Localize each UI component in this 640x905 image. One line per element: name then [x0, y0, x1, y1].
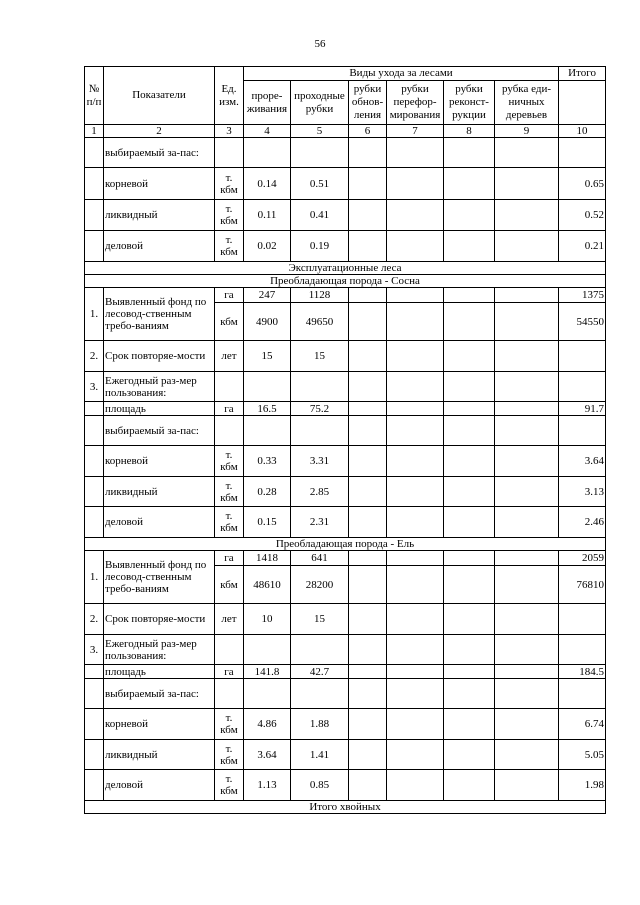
cell-total: 1375: [559, 288, 606, 303]
empty-cell: [495, 303, 559, 341]
empty-cell: [387, 604, 444, 635]
table-row: [85, 604, 606, 635]
empty-cell: [495, 200, 559, 231]
empty-cell: [215, 372, 244, 402]
cell-col5: 2.31: [291, 507, 349, 538]
cell-col5: 3.31: [291, 446, 349, 477]
empty-cell: [291, 416, 349, 446]
empty-cell: [349, 635, 387, 665]
row-unit: га: [215, 288, 244, 303]
row-num: 3.: [85, 372, 104, 402]
empty-cell: [495, 635, 559, 665]
forest-care-table: [84, 66, 606, 814]
empty-cell: [387, 231, 444, 262]
row-num: 1.: [85, 288, 104, 341]
empty-cell: [349, 416, 387, 446]
row-unit: лет: [215, 341, 244, 372]
empty-cell: [349, 604, 387, 635]
colnum: 5: [291, 125, 349, 138]
empty-cell: [444, 665, 495, 679]
empty-cell: [291, 138, 349, 168]
empty-cell: [387, 770, 444, 801]
row-unit: т. кбм: [215, 477, 244, 507]
cell-col4: 4900: [244, 303, 291, 341]
table-row: [85, 477, 606, 507]
header-row-1: [85, 67, 606, 81]
empty-cell: [349, 551, 387, 566]
column-numbers-row: [85, 125, 606, 138]
empty-cell: [387, 507, 444, 538]
empty-cell: [444, 341, 495, 372]
empty-cell: [444, 446, 495, 477]
cell-col5: 1128: [291, 288, 349, 303]
empty-cell: [444, 709, 495, 740]
row-num: 2.: [85, 604, 104, 635]
empty-cell: [387, 372, 444, 402]
cell-col5: 1.88: [291, 709, 349, 740]
empty-cell: [349, 372, 387, 402]
header-col9: рубка еди-ничных деревьев: [495, 81, 559, 125]
row-unit: га: [215, 665, 244, 679]
empty-cell: [495, 288, 559, 303]
empty-cell: [244, 372, 291, 402]
row-unit: т. кбм: [215, 231, 244, 262]
row-unit: т. кбм: [215, 168, 244, 200]
cell-col5: 0.85: [291, 770, 349, 801]
empty-cell: [387, 635, 444, 665]
row-unit: т. кбм: [215, 507, 244, 538]
empty-cell: [244, 416, 291, 446]
row-label: Срок повторяе-мости: [104, 604, 215, 635]
row-unit: т. кбм: [215, 770, 244, 801]
colnum: 3: [215, 125, 244, 138]
empty-cell: [85, 740, 104, 770]
empty-cell: [495, 604, 559, 635]
colnum: 2: [104, 125, 215, 138]
row-label: Выявленный фонд по лесовод-ственным требо-ваниям: [104, 288, 215, 341]
section-row: [85, 801, 606, 814]
empty-cell: [495, 665, 559, 679]
row-label: выбираемый за-пас:: [104, 138, 215, 168]
empty-cell: [85, 665, 104, 679]
empty-cell: [349, 231, 387, 262]
cell-col4: 10: [244, 604, 291, 635]
cell-col5: 15: [291, 341, 349, 372]
empty-cell: [85, 168, 104, 200]
table-row: [85, 231, 606, 262]
row-label: деловой: [104, 231, 215, 262]
cell-total: 6.74: [559, 709, 606, 740]
colnum: 7: [387, 125, 444, 138]
row-label: корневой: [104, 709, 215, 740]
cell-col5: 2.85: [291, 477, 349, 507]
header-num: № п/п: [85, 67, 104, 125]
cell-col4: 48610: [244, 566, 291, 604]
empty-cell: [444, 138, 495, 168]
cell-total: 0.52: [559, 200, 606, 231]
empty-cell: [495, 341, 559, 372]
cell-col5: 49650: [291, 303, 349, 341]
subsection-row: [85, 275, 606, 288]
empty-cell: [495, 770, 559, 801]
table-row: [85, 551, 606, 566]
empty-cell: [387, 402, 444, 416]
empty-cell: [444, 604, 495, 635]
header-col4: проре-живания: [244, 81, 291, 125]
empty-cell: [387, 446, 444, 477]
header-indicators: Показатели: [104, 67, 215, 125]
cell-col5: 15: [291, 604, 349, 635]
empty-cell: [495, 551, 559, 566]
row-unit: т. кбм: [215, 446, 244, 477]
empty-cell: [444, 566, 495, 604]
empty-cell: [349, 446, 387, 477]
empty-cell: [444, 303, 495, 341]
empty-cell: [349, 740, 387, 770]
row-label: ликвидный: [104, 477, 215, 507]
empty-cell: [85, 402, 104, 416]
empty-cell: [444, 477, 495, 507]
empty-cell: [349, 477, 387, 507]
empty-cell: [444, 635, 495, 665]
cell-col4: 141.8: [244, 665, 291, 679]
row-label: Ежегодный раз-мер пользования:: [104, 635, 215, 665]
row-label: корневой: [104, 446, 215, 477]
empty-cell: [349, 507, 387, 538]
colnum: 6: [349, 125, 387, 138]
cell-total: 3.13: [559, 477, 606, 507]
cell-col4: 0.14: [244, 168, 291, 200]
header-col7: рубки перефор-мирования: [387, 81, 444, 125]
empty-cell: [495, 231, 559, 262]
empty-cell: [244, 138, 291, 168]
cell-total: 91.7: [559, 402, 606, 416]
empty-cell: [444, 402, 495, 416]
row-label: корневой: [104, 168, 215, 200]
row-unit: т. кбм: [215, 709, 244, 740]
cell-total: 54550: [559, 303, 606, 341]
cell-col5: 0.41: [291, 200, 349, 231]
cell-col5: 28200: [291, 566, 349, 604]
empty-cell: [444, 200, 495, 231]
empty-cell: [444, 679, 495, 709]
page-number: 56: [314, 38, 326, 50]
subsection-title-pine: Преобладающая порода - Сосна: [85, 275, 606, 288]
empty-cell: [495, 138, 559, 168]
cell-col4: 1418: [244, 551, 291, 566]
empty-cell: [349, 665, 387, 679]
empty-cell: [85, 507, 104, 538]
empty-cell: [495, 372, 559, 402]
empty-cell: [85, 709, 104, 740]
header-col6: рубки обнов-ления: [349, 81, 387, 125]
row-label: ликвидный: [104, 740, 215, 770]
row-label: Выявленный фонд по лесовод-ственным требо-ваниям: [104, 551, 215, 604]
empty-cell: [444, 416, 495, 446]
cell-col5: 1.41: [291, 740, 349, 770]
header-total: Итого: [559, 67, 606, 81]
row-unit: лет: [215, 604, 244, 635]
table-row: [85, 402, 606, 416]
row-unit: кбм: [215, 303, 244, 341]
table-row: [85, 679, 606, 709]
empty-cell: [387, 477, 444, 507]
table-row: [85, 709, 606, 740]
empty-cell: [349, 168, 387, 200]
row-label: Срок повторяе-мости: [104, 341, 215, 372]
header-kinds: Виды ухода за лесами: [244, 67, 559, 81]
empty-cell: [559, 604, 606, 635]
table-row: [85, 507, 606, 538]
empty-cell: [444, 168, 495, 200]
row-num: 2.: [85, 341, 104, 372]
cell-total: 2.46: [559, 507, 606, 538]
empty-cell: [387, 416, 444, 446]
table-row: [85, 770, 606, 801]
cell-col5: 75.2: [291, 402, 349, 416]
section-title: Эксплуатационные леса: [85, 262, 606, 275]
empty-cell: [387, 665, 444, 679]
cell-col4: 0.28: [244, 477, 291, 507]
row-unit: кбм: [215, 566, 244, 604]
empty-cell: [387, 740, 444, 770]
empty-cell: [85, 477, 104, 507]
row-label: деловой: [104, 770, 215, 801]
empty-cell: [349, 566, 387, 604]
cell-col5: 0.51: [291, 168, 349, 200]
empty-cell: [559, 416, 606, 446]
empty-cell: [495, 477, 559, 507]
table-row: [85, 635, 606, 665]
empty-cell: [291, 372, 349, 402]
row-num: 3.: [85, 635, 104, 665]
empty-cell: [215, 679, 244, 709]
cell-col4: 1.13: [244, 770, 291, 801]
empty-cell: [444, 770, 495, 801]
row-unit: га: [215, 551, 244, 566]
empty-cell: [215, 635, 244, 665]
colnum: 1: [85, 125, 104, 138]
cell-col4: 0.02: [244, 231, 291, 262]
empty-cell: [215, 416, 244, 446]
subsection-row: [85, 538, 606, 551]
cell-col4: 0.11: [244, 200, 291, 231]
cell-col4: 247: [244, 288, 291, 303]
cell-col5: 42.7: [291, 665, 349, 679]
empty-cell: [444, 288, 495, 303]
table-row: [85, 740, 606, 770]
empty-cell: [85, 200, 104, 231]
empty-cell: [495, 416, 559, 446]
empty-cell: [495, 740, 559, 770]
empty-cell: [85, 138, 104, 168]
empty-cell: [444, 507, 495, 538]
section-title-total-conifers: Итого хвойных: [85, 801, 606, 814]
empty-cell: [349, 679, 387, 709]
cell-col5: 0.19: [291, 231, 349, 262]
cell-col4: 16.5: [244, 402, 291, 416]
empty-cell: [387, 288, 444, 303]
empty-cell: [559, 81, 606, 125]
empty-cell: [495, 402, 559, 416]
empty-cell: [559, 138, 606, 168]
table-row: [85, 168, 606, 200]
empty-cell: [387, 566, 444, 604]
empty-cell: [495, 168, 559, 200]
empty-cell: [495, 709, 559, 740]
empty-cell: [444, 740, 495, 770]
empty-cell: [444, 231, 495, 262]
empty-cell: [349, 138, 387, 168]
table-row: [85, 138, 606, 168]
header-col8: рубки реконст-рукции: [444, 81, 495, 125]
empty-cell: [387, 303, 444, 341]
empty-cell: [387, 679, 444, 709]
empty-cell: [349, 402, 387, 416]
empty-cell: [444, 551, 495, 566]
empty-cell: [559, 372, 606, 402]
cell-total: 76810: [559, 566, 606, 604]
empty-cell: [349, 288, 387, 303]
empty-cell: [495, 446, 559, 477]
empty-cell: [387, 138, 444, 168]
empty-cell: [559, 341, 606, 372]
cell-col4: 15: [244, 341, 291, 372]
row-num: 1.: [85, 551, 104, 604]
header-col5: проходные рубки: [291, 81, 349, 125]
empty-cell: [215, 138, 244, 168]
colnum: 4: [244, 125, 291, 138]
empty-cell: [559, 679, 606, 709]
cell-total: 3.64: [559, 446, 606, 477]
empty-cell: [387, 168, 444, 200]
empty-cell: [85, 231, 104, 262]
empty-cell: [495, 566, 559, 604]
cell-total: 184.5: [559, 665, 606, 679]
row-label: Ежегодный раз-мер пользования:: [104, 372, 215, 402]
row-label: площадь: [104, 665, 215, 679]
cell-total: 0.65: [559, 168, 606, 200]
empty-cell: [349, 303, 387, 341]
empty-cell: [349, 770, 387, 801]
empty-cell: [387, 200, 444, 231]
cell-total: 1.98: [559, 770, 606, 801]
table-row: [85, 288, 606, 303]
row-unit: га: [215, 402, 244, 416]
empty-cell: [85, 416, 104, 446]
empty-cell: [349, 200, 387, 231]
subsection-title-spruce: Преобладающая порода - Ель: [85, 538, 606, 551]
empty-cell: [349, 709, 387, 740]
cell-total: 0.21: [559, 231, 606, 262]
empty-cell: [559, 635, 606, 665]
cell-col4: 0.33: [244, 446, 291, 477]
table-row: [85, 341, 606, 372]
empty-cell: [444, 372, 495, 402]
empty-cell: [349, 341, 387, 372]
cell-total: 5.05: [559, 740, 606, 770]
empty-cell: [495, 679, 559, 709]
empty-cell: [85, 446, 104, 477]
row-unit: т. кбм: [215, 200, 244, 231]
table-row: [85, 372, 606, 402]
row-label: ликвидный: [104, 200, 215, 231]
header-unit: Ед. изм.: [215, 67, 244, 125]
row-label: площадь: [104, 402, 215, 416]
table-row: [85, 416, 606, 446]
cell-col4: 0.15: [244, 507, 291, 538]
cell-col4: 4.86: [244, 709, 291, 740]
empty-cell: [387, 341, 444, 372]
cell-col5: 641: [291, 551, 349, 566]
empty-cell: [85, 770, 104, 801]
empty-cell: [291, 635, 349, 665]
empty-cell: [291, 679, 349, 709]
row-unit: т. кбм: [215, 740, 244, 770]
empty-cell: [387, 709, 444, 740]
cell-total: 2059: [559, 551, 606, 566]
colnum: 9: [495, 125, 559, 138]
table-row: [85, 200, 606, 231]
empty-cell: [495, 507, 559, 538]
section-row: [85, 262, 606, 275]
empty-cell: [244, 679, 291, 709]
colnum: 10: [559, 125, 606, 138]
row-label: выбираемый за-пас:: [104, 416, 215, 446]
empty-cell: [387, 551, 444, 566]
table-row: [85, 665, 606, 679]
table-row: [85, 446, 606, 477]
row-label: выбираемый за-пас:: [104, 679, 215, 709]
empty-cell: [244, 635, 291, 665]
colnum: 8: [444, 125, 495, 138]
cell-col4: 3.64: [244, 740, 291, 770]
row-label: деловой: [104, 507, 215, 538]
empty-cell: [85, 679, 104, 709]
